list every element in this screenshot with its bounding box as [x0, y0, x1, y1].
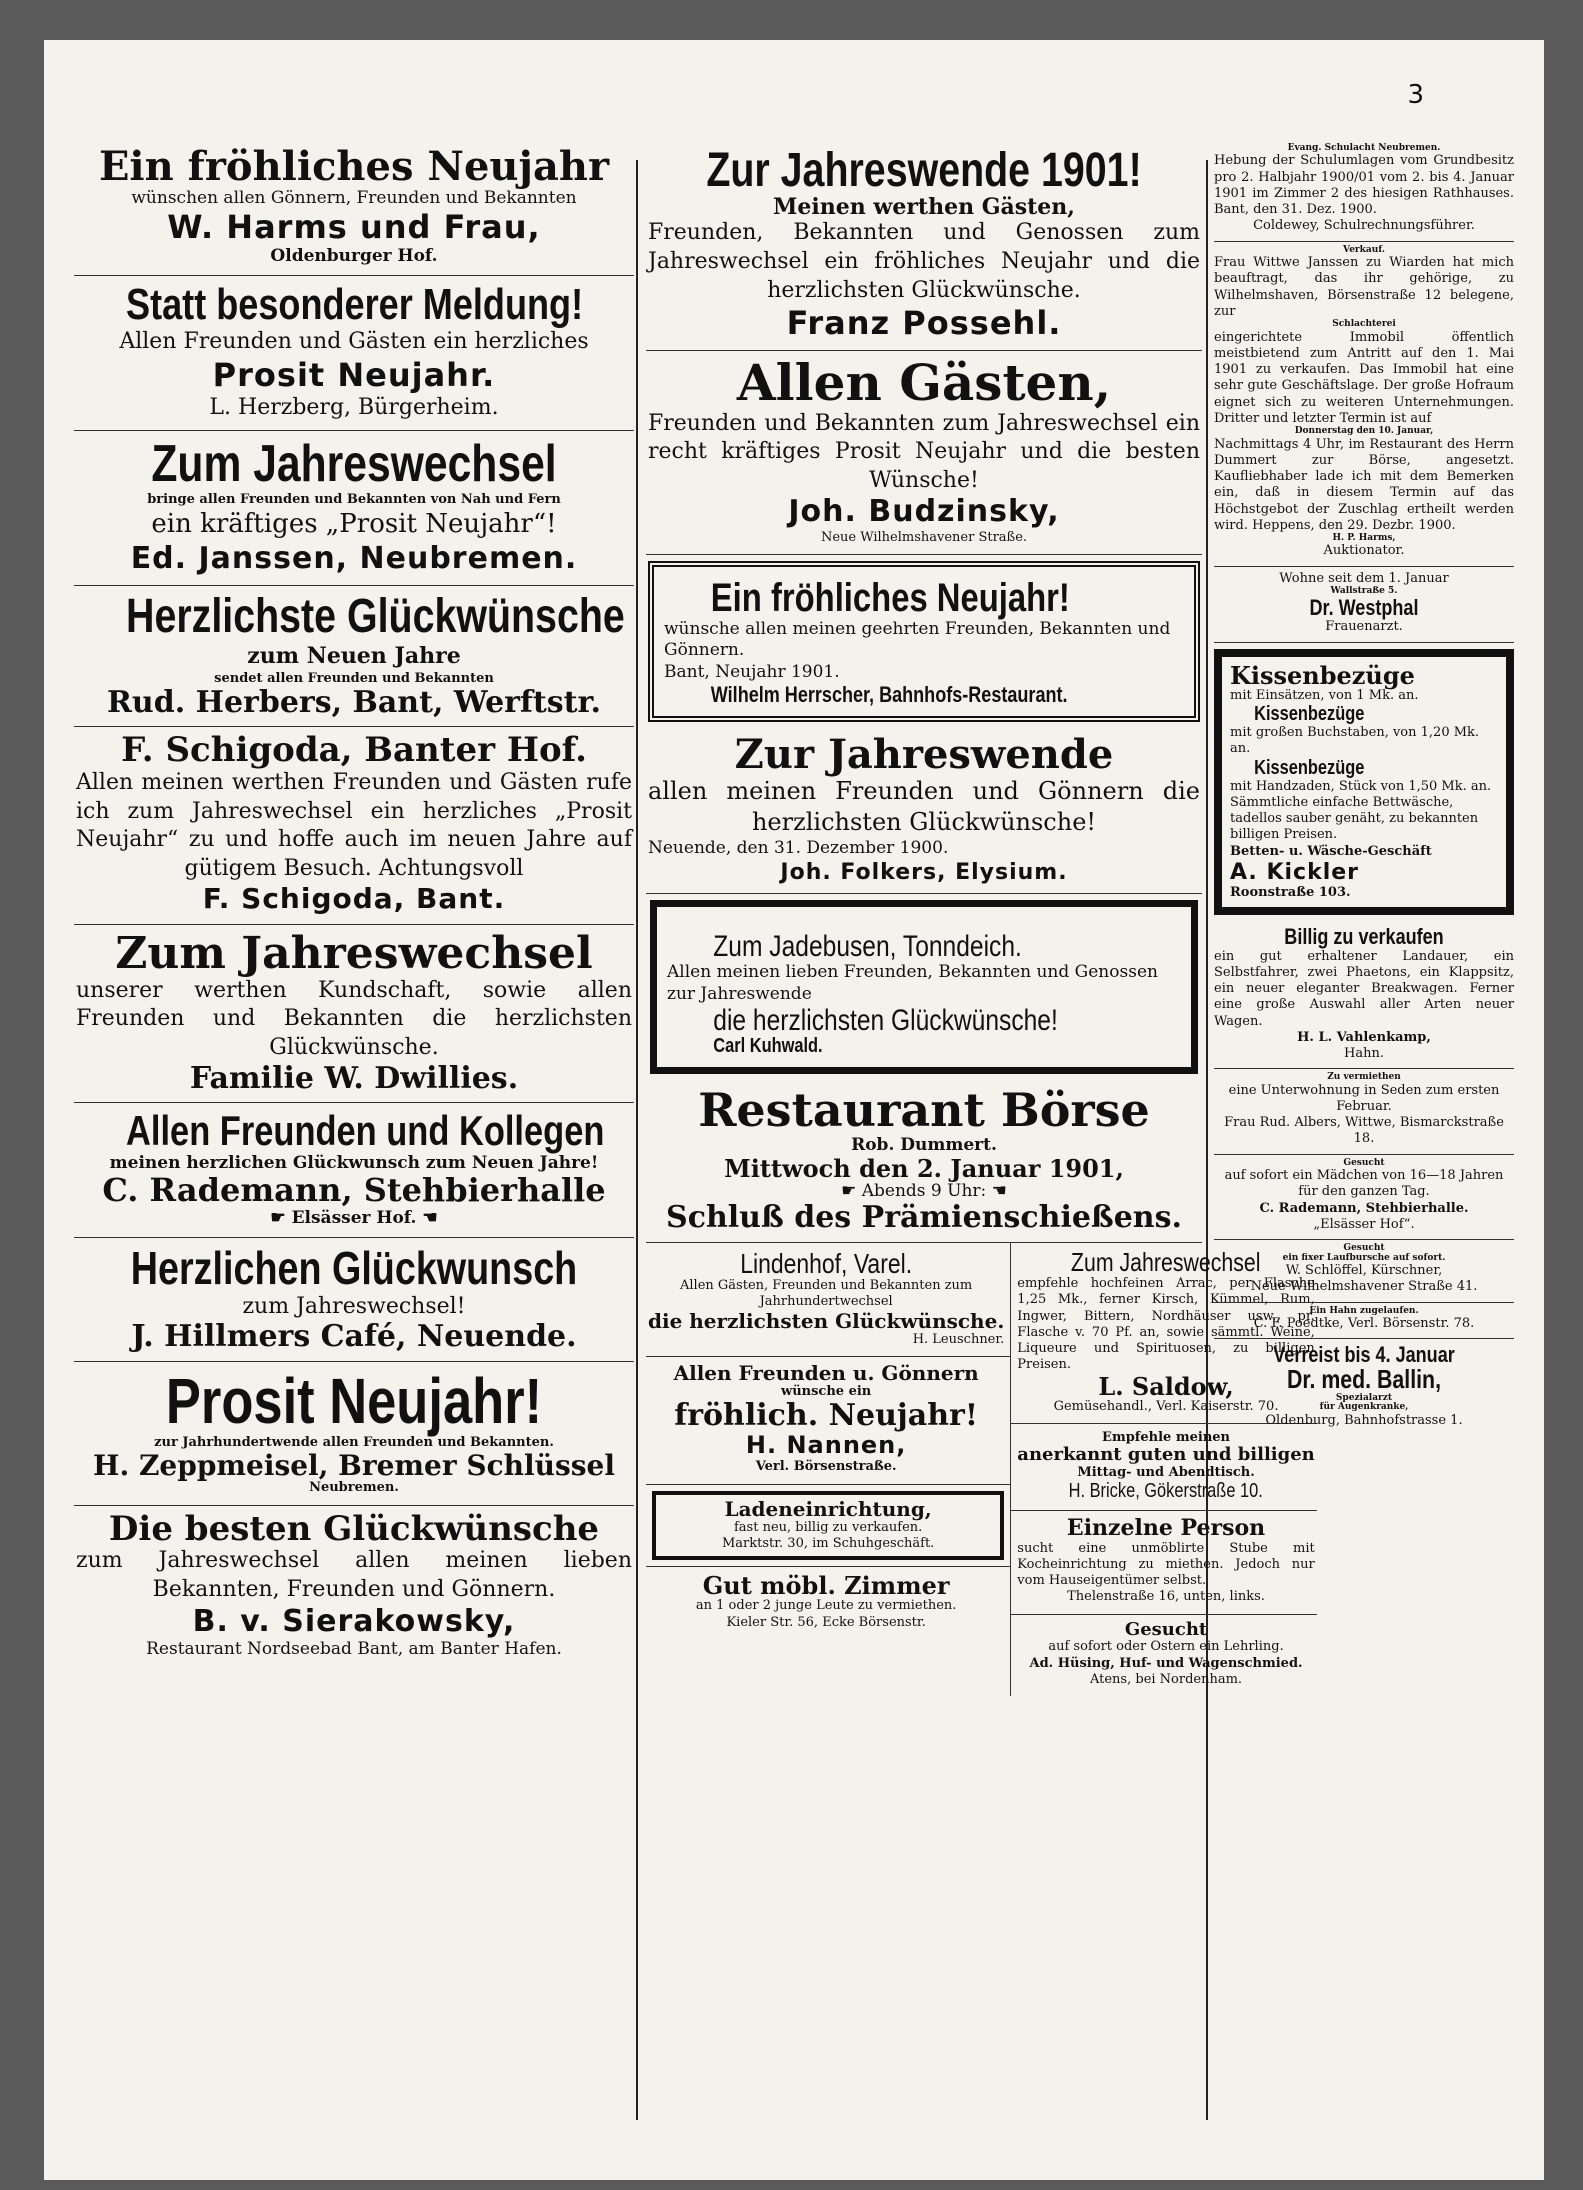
ad-subline: wünschen allen Gönnern, Freunden und Bekannten: [131, 188, 577, 208]
ad-kuhwald: [650, 900, 1198, 1075]
ad-headline: Evang. Schulacht Neubremen.: [1287, 143, 1441, 153]
ad-ballin: [1214, 1339, 1514, 1435]
ad-text: eine Unterwohnung in Seden zum ersten Februar.: [1228, 1082, 1500, 1114]
ad-text: Mittag- und Abendtisch.: [1077, 1465, 1255, 1481]
ad-headline: Restaurant Börse: [698, 1083, 1150, 1138]
ad-ladeneinrichtung: [646, 1485, 1010, 1568]
ad-place-text: Elsässer Hof.: [291, 1208, 417, 1228]
ad-maedchen: [1214, 1155, 1514, 1240]
ad-rademann: [74, 1103, 634, 1238]
ad-signer: H. P. Harms,: [1332, 533, 1396, 543]
ad-verkauf: [1214, 242, 1514, 567]
ad-signer: J. Hillmers Café, Neuende.: [131, 1319, 577, 1355]
ad-text: zum Neuen Jahre: [247, 643, 461, 669]
ad-headline: Gesucht: [1343, 1157, 1385, 1168]
ad-signer: Ad. Hüsing, Huf- und Wagenschmied.: [1029, 1655, 1303, 1671]
ad-headline: Ein fröhliches Neujahr!: [710, 576, 1070, 621]
ad-dwillies: [74, 925, 634, 1103]
ad-headline: Gesucht: [1124, 1618, 1208, 1640]
column-right: [1214, 140, 1514, 1435]
ad-text: Freunden und Bekannten zum Jahreswechsel ein recht kräftiges Prosit Neujahr und die besten Wünsche!: [648, 410, 1200, 493]
ad-schigoda: [74, 727, 634, 924]
ad-headline: Verreist bis 4. Januar: [1273, 1342, 1455, 1368]
ad-signer: L. Saldow,: [1098, 1371, 1234, 1401]
ad-text: zum Jahreswechsel allen meinen lieben Bekannten, Freunden und Gönnern.: [76, 1548, 632, 1602]
ad-signer: Franz Possehl.: [786, 304, 1062, 343]
ad-headline: Einzelne Person: [1066, 1515, 1266, 1542]
ad-subline: Schlachterei: [1332, 319, 1396, 330]
ad-subline: meinen herzlichen Glückwunsch zum Neuen Jahre!: [109, 1153, 599, 1174]
ad-headline: Gut möbl. Zimmer: [702, 1571, 950, 1601]
ad-herzberg: [74, 276, 634, 431]
ad-headline: F. Schigoda, Banter Hof.: [121, 730, 587, 771]
ad-subline: sendet allen Freunden und Bekannten: [214, 670, 494, 686]
ad-headline: Zum Jahreswechsel: [1071, 1246, 1261, 1277]
small-ads-split: [646, 1243, 1315, 1696]
ad-schloeffel: [1214, 1240, 1514, 1302]
ad-text: fast neu, billig zu verkaufen.: [733, 1519, 923, 1535]
ad-place: Atens, bei Nordenham.: [1089, 1671, 1243, 1687]
ad-signer: Wilhelm Herrscher, Bahnhofs-Restaurant.: [710, 681, 1068, 707]
small-ads-left: [646, 1243, 1011, 1696]
ad-headline: Prosit Neujahr!: [165, 1364, 543, 1437]
ad-time: Abends 9 Uhr:: [861, 1181, 987, 1202]
ad-text: unserer werthen Kundschaft, sowie allen Freunden und Bekannten die herzlichsten Glückwünsche.: [76, 977, 632, 1060]
ad-place: Frau Rud. Albers, Wittwe, Bismarckstraße 18.: [1224, 1115, 1504, 1147]
ad-text: an 1 oder 2 junge Leute zu vermiethen.: [695, 1598, 957, 1614]
ad-text: auf sofort oder Ostern ein Lehrling.: [1048, 1639, 1284, 1655]
ad-text: ein kräftiges „Prosit Neujahr“!: [151, 509, 557, 540]
ad-text-3: mit Handzaden, Stück von 1,50 Mk. an.: [1230, 778, 1492, 794]
ad-herbers: [74, 586, 634, 728]
ad-signer: W. Harms und Frau,: [167, 208, 541, 247]
ad-signer: Schluß des Prämienschießens.: [666, 1200, 1182, 1236]
ad-einzelne-person: [1011, 1511, 1316, 1614]
ad-place: Thelenstraße 16, unten, links.: [1067, 1589, 1265, 1605]
ad-headline: Zum Jahreswechsel: [115, 927, 593, 979]
ad-subline: bringe allen Freunden und Bekannten von Nah und Fern: [147, 492, 561, 508]
ad-kickler: [1214, 649, 1514, 916]
ad-sierakowsky: [74, 1506, 634, 1669]
ad-date: Neuende, den 31. Dezember 1900.: [648, 838, 949, 859]
ad-text: mit Einsätzen, von 1 Mk. an.: [1230, 687, 1419, 703]
ad-date: Bant, Neujahr 1901.: [664, 661, 840, 682]
ad-hillmers: [74, 1238, 634, 1361]
ad-text: Wohne seit dem 1. Januar: [1279, 570, 1449, 586]
ad-headline: Kissenbezüge: [1230, 660, 1415, 690]
ad-text: Allen Freunden und Gästen ein herzliches: [119, 329, 589, 355]
column-rule: [1206, 160, 1208, 2120]
ad-text: wünsche ein: [781, 1383, 872, 1399]
ad-date: Donnerstag den 10. Januar,: [1294, 426, 1434, 437]
ad-box: [652, 1491, 1004, 1561]
ad-place: Auktionator.: [1323, 543, 1405, 559]
ad-headline: Zum Jahreswechsel: [151, 435, 557, 494]
ad-place: Neue Wilhelmshavener Straße 41.: [1250, 1279, 1478, 1295]
ad-boerse: [646, 1080, 1202, 1242]
ad-place: Neue Wilhelmshavener Straße.: [820, 529, 1028, 545]
ad-text-3: Nachmittags 4 Uhr, im Restaurant des Herrn Dummert zur Börse, angesetzt. Kaufliebhaber lade ich mit dem Bemerken ein, daß in diesem Termin auf das Höchstgebot der Zuschlag ertheilt werden wird. Heppens, den 29. Dezbr. 1900.: [1214, 436, 1514, 533]
ad-subline: Betten- u. Wäsche-Geschäft: [1230, 843, 1432, 859]
ad-zeppmeisel: [74, 1362, 634, 1506]
ad-signer: F. Schigoda, Bant.: [202, 882, 506, 916]
ad-subline: zur Jahrhundertwende allen Freunden und Bekannten.: [154, 1434, 554, 1450]
ad-headline: Ein fröhliches Neujahr: [98, 143, 610, 190]
ad-text: empfehle hochfeinen Arrac, per Flasche 1,25 Mk., ferner Kirsch, Kümmel, Rum, Ingwer, Bittern, Nordhäuser usw., pr. Flasche v. 70 Pf. an, sowie sämmtl. Weine, Liqueure und Spirituosen, zu billigen Preisen.: [1017, 1276, 1315, 1373]
ad-signer: Prosit Neujahr.: [212, 356, 496, 395]
ad-text: Allen meinen werthen Freunden und Gästen rufe ich zum Jahreswechsel ein herzliches „Prosit Neujahr“ zu und hoffe auch im neuen Jahre auf gütigem Besuch. Achtungsvoll: [76, 770, 632, 881]
ad-huesing: [1011, 1615, 1316, 1697]
ad-signer: Carl Kuhwald.: [713, 1035, 823, 1058]
ad-text: Freunden, Bekannten und Genossen zum Jahreswechsel ein fröhliches Neujahr und die herzlichsten Glückwünsche.: [648, 220, 1200, 303]
ad-headline-2: Kissenbezüge: [1254, 703, 1365, 726]
ad-headline: Zu vermiethen: [1327, 1072, 1401, 1083]
ad-lindenhof: [646, 1243, 1010, 1357]
ad-text: zum Jahreswechsel!: [242, 1293, 466, 1319]
ad-signer: Coldewey, Schulrechnungsführer.: [1253, 218, 1475, 234]
ad-subline: Spezialarzt: [1335, 1392, 1393, 1403]
ad-headline: Verkauf.: [1343, 244, 1385, 255]
column-left: [74, 140, 634, 1668]
ad-date: Mittwoch den 2. Januar 1901,: [724, 1153, 1124, 1183]
ad-headline-2: für Augenkranke,: [1319, 1402, 1409, 1413]
ad-text: ein gut erhaltener Landauer, ein Selbstfahrer, zwei Phaetons, ein Klappsitz, ein neuer eleganter Breakwagen. Ferner eine große Auswahl aller Arten neuer Wagen.: [1214, 948, 1514, 1029]
ad-hahn: [1214, 1303, 1514, 1340]
newspaper-page: [44, 40, 1544, 2180]
ad-place: Hahn.: [1344, 1046, 1384, 1062]
ad-headline: Allen Freunden u. Gönnern: [673, 1360, 979, 1385]
ad-headline: anerkannt guten und billigen: [1017, 1444, 1315, 1466]
ad-text-2: eingerichtete Immobil öffentlich meistbietend zum Antritt auf den 1. Mai 1901 zu verkaufen. Das Immobil hat eine sehr gute Geschäftslage. Der große Hofraum eignet sich zu weiteren Unternehmungen. Dritter und letzter Termin ist auf: [1214, 329, 1514, 426]
ad-place: Oldenburger Hof.: [270, 246, 438, 267]
ad-headline: Wallstraße 5.: [1330, 585, 1398, 596]
ad-text: allen meinen Freunden und Gönnern die herzlichsten Glückwünsche!: [648, 776, 1200, 837]
ad-signer: Ed. Janssen, Neubremen.: [130, 541, 578, 577]
ad-signer: B. v. Sierakowsky,: [192, 1603, 516, 1639]
ad-place: L. Herzberg, Bürgerheim.: [209, 394, 499, 420]
ad-headline: Billig zu verkaufen: [1284, 924, 1444, 950]
ad-text: ☛ Abends 9 Uhr: ☚: [841, 1181, 1007, 1202]
ad-subline: ein fixer Laufbursche auf sofort.: [1282, 1252, 1446, 1263]
ad-signer: H. Bricke, Gökerstraße 10.: [1068, 1480, 1264, 1503]
ad-signer: C. Rademann, Stehbierhalle.: [1259, 1200, 1469, 1216]
ad-signer: Rud. Herbers, Bant, Werftstr.: [107, 684, 601, 720]
ad-place: Gemüsehandl., Verl. Kaiserstr. 70.: [1053, 1398, 1279, 1414]
ad-signer: A. Kickler: [1230, 859, 1360, 885]
ad-text: wünsche allen meinen geehrten Freunden, Bekannten und Gönnern.: [664, 619, 1171, 661]
ad-place: Kieler Str. 56, Ecke Börsenstr.: [726, 1614, 926, 1630]
ad-text: Allen Gästen, Freunden und Bekannten zum Jahrhundertwechsel: [680, 1278, 973, 1310]
ad-bricke: [1011, 1424, 1316, 1511]
ad-place: Verl. Börsenstraße.: [755, 1459, 897, 1475]
ad-place: C. F. Poedtke, Verl. Börsenstr. 78.: [1253, 1315, 1475, 1331]
ad-place: Roonstraße 103.: [1230, 885, 1351, 901]
ad-place: Frauenarzt.: [1325, 619, 1403, 635]
column-rule: [636, 160, 638, 2120]
ad-headline: Ladeneinrichtung,: [724, 1496, 932, 1521]
ad-subline: Rob. Dummert.: [851, 1134, 997, 1155]
ad-vahlenkamp: [1214, 921, 1514, 1069]
ad-place: ☛ Elsässer Hof. ☚: [270, 1208, 438, 1228]
ad-text: Hebung der Schulumlagen vom Grundbesitz pro 2. Halbjahr 1900/01 vom 2. bis 4. Januar 1901 im Zimmer 2 des hiesigen Rathhauses. Bant, den 31. Dez. 1900.: [1214, 153, 1514, 218]
ad-folkers: [646, 728, 1202, 894]
ad-herrscher: [648, 561, 1200, 722]
page-number: 3: [1407, 80, 1424, 110]
ad-signer: C. Rademann, Stehbierhalle: [102, 1171, 606, 1210]
ad-headline: Lindenhof, Varel.: [740, 1247, 913, 1279]
ad-signer: Familie W. Dwillies.: [189, 1060, 519, 1096]
ad-nannen: [646, 1357, 1010, 1485]
ad-text-4: Sämmtliche einfache Bettwäsche, tadellos sauber genäht, zu bekannten billigen Preisen.: [1230, 794, 1479, 843]
ad-subline: die herzlichsten Glückwünsche.: [648, 1308, 1005, 1333]
ad-headline-3: Kissenbezüge: [1254, 756, 1365, 779]
ad-signer: Joh. Budzinsky,: [788, 494, 1060, 530]
ad-place: „Elsässer Hof“.: [1313, 1216, 1415, 1232]
ad-headline: Allen Freunden und Kollegen: [126, 1107, 605, 1155]
ad-headline: Die besten Glückwünsche: [108, 1508, 600, 1549]
ad-signer: H. Leuschner.: [912, 1331, 1005, 1347]
ad-janssen: [74, 431, 634, 585]
ad-harms: [74, 140, 634, 276]
ad-text-2: mit großen Buchstaben, von 1,20 Mk. an.: [1230, 725, 1480, 757]
ad-signer: H. Zeppmeisel, Bremer Schlüssel: [93, 1449, 615, 1483]
ad-signer: H. L. Vahlenkamp,: [1297, 1029, 1431, 1045]
ad-budzinsky: [646, 351, 1202, 555]
ad-subline: die herzlichsten Glückwünsche!: [713, 1003, 1058, 1037]
ad-headline: Zum Jadebusen, Tonndeich.: [713, 929, 1022, 963]
ad-possehl: [646, 140, 1202, 351]
ad-subline: Meinen werthen Gästen,: [773, 194, 1075, 221]
ad-subline: Empfehle meinen: [1102, 1430, 1230, 1446]
ad-text: auf sofort ein Mädchen von 16—18 Jahren für den ganzen Tag.: [1224, 1168, 1504, 1200]
ad-headline: Zur Jahreswende: [734, 730, 1114, 778]
ad-headline: Ein Hahn zugelaufen.: [1309, 1305, 1419, 1316]
ad-text: sucht eine unmöblirte Stube mit Kocheinrichtung zu miethen. Jedoch nur vom Hauseigentümer selbst.: [1017, 1540, 1315, 1589]
ad-signer: Dr. Westphal: [1309, 595, 1419, 621]
ad-headline: Herzlichen Glückwunsch: [130, 1242, 578, 1295]
ad-zimmer: [646, 1567, 1010, 1639]
ad-place: Marktstr. 30, im Schuhgeschäft.: [721, 1535, 935, 1551]
ad-place: Neubremen.: [309, 1480, 399, 1496]
ad-albers: [1214, 1069, 1514, 1154]
ad-subline: fröhlich. Neujahr!: [674, 1398, 978, 1434]
ad-place: Oldenburg, Bahnhofstrasse 1.: [1265, 1412, 1463, 1428]
ad-headline: Allen Gästen,: [736, 353, 1112, 413]
ad-signer: Joh. Folkers, Elysium.: [780, 859, 1068, 885]
ad-signer: W. Schlöffel, Kürschner,: [1285, 1263, 1443, 1279]
ad-headline: Herzlichste Glückwünsche: [126, 589, 625, 643]
ad-schulacht: [1214, 140, 1514, 242]
ad-headline: Gesucht: [1343, 1243, 1385, 1254]
ad-text: Frau Wittwe Janssen zu Wiarden hat mich beauftragt, das ihr gehörige, zu Wilhelmshaven, Börsenstraße 12 belegene, zur: [1214, 255, 1514, 319]
ad-place: Restaurant Nordseebad Bant, am Banter Hafen.: [146, 1639, 562, 1660]
ad-signer: H. Nannen,: [745, 1430, 907, 1459]
ad-headline: Zur Jahreswende 1901!: [706, 144, 1142, 197]
ad-signer: Dr. med. Ballin,: [1286, 1364, 1442, 1395]
ad-westphal: [1214, 567, 1514, 643]
ad-text: Allen meinen lieben Freunden, Bekannten und Genossen zur Jahreswende: [667, 962, 1158, 1004]
ad-headline: Statt besonderer Meldung!: [126, 280, 584, 330]
